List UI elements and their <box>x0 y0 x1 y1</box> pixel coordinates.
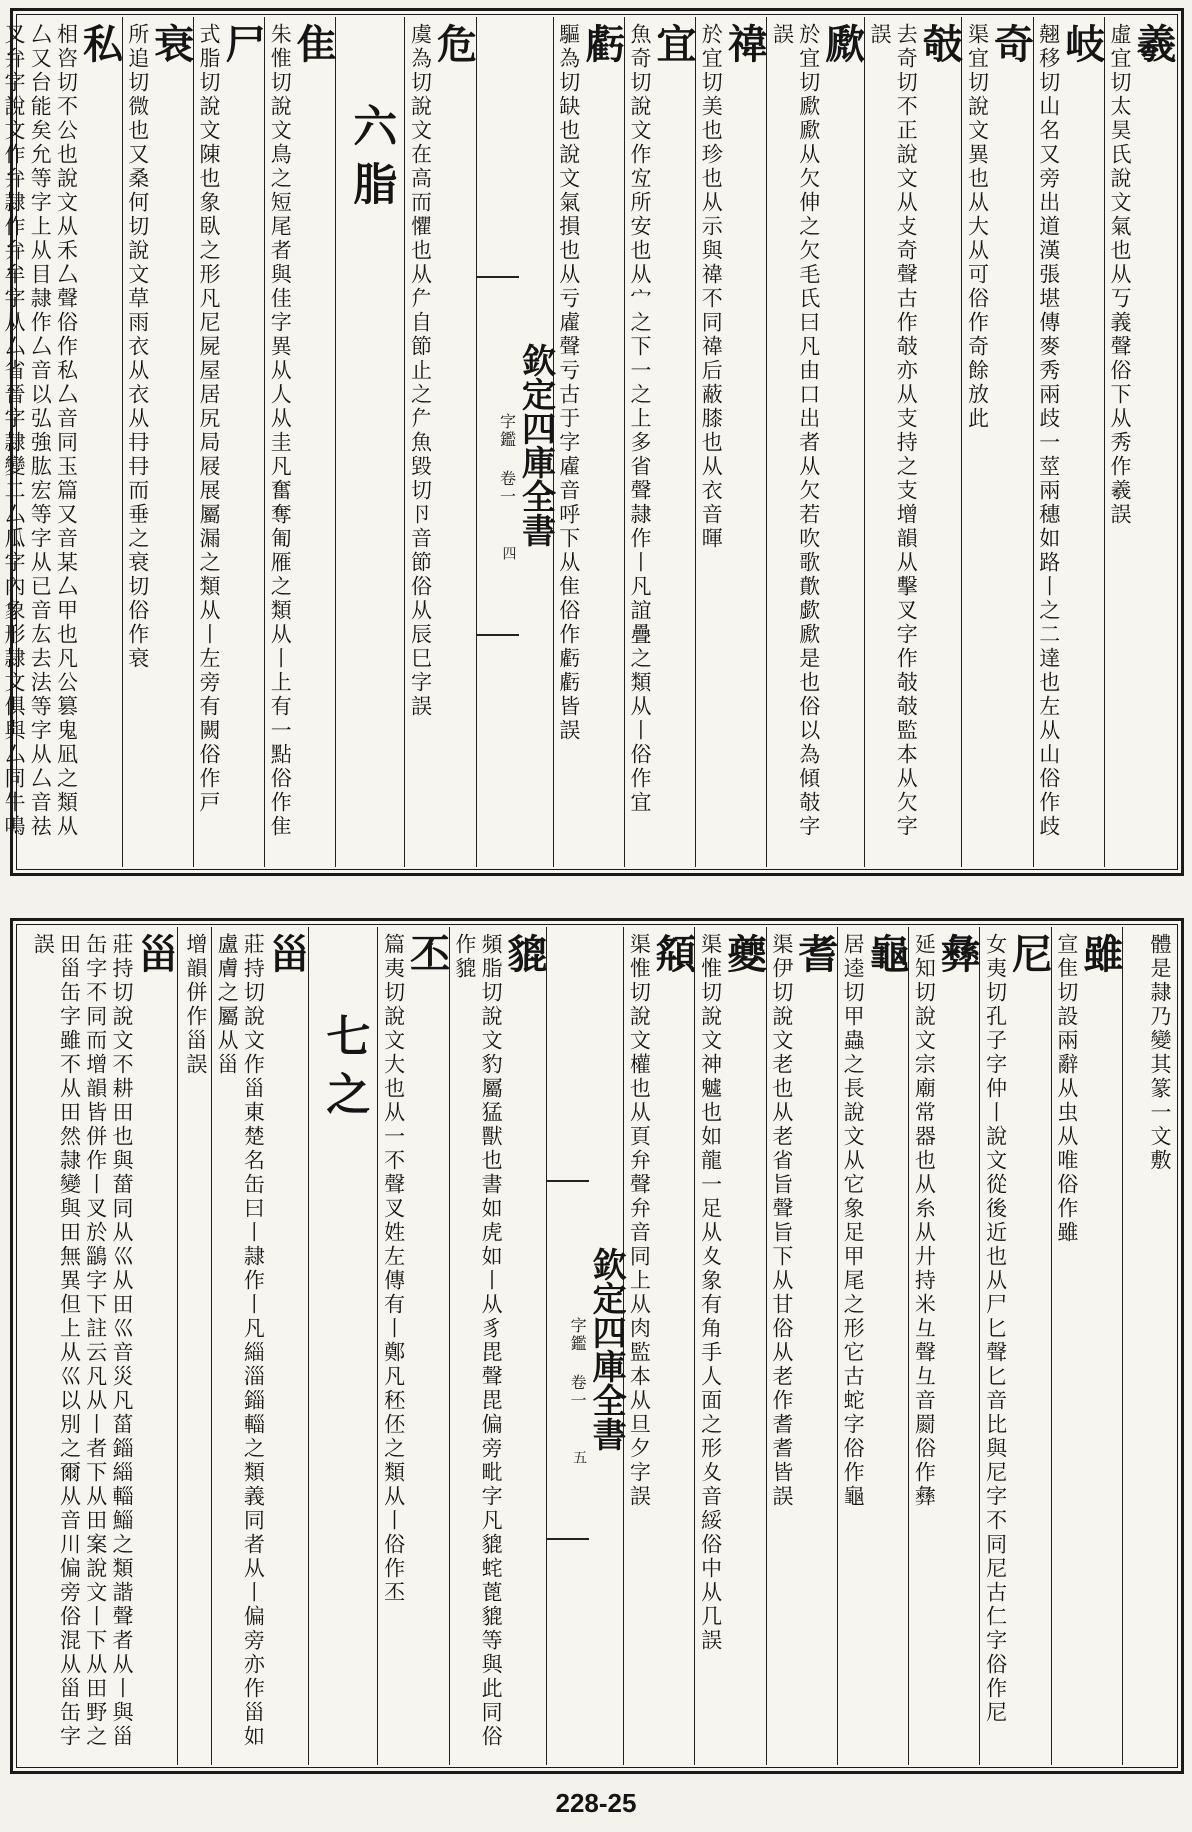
entry-column <box>767 927 838 1765</box>
annotation: 朱惟切說文鳥之短尾者與佳字異从人从圭凡奮奪匍雁之類从丨上有一點俗作隹 <box>268 23 293 839</box>
annotation: 式脂切說文陳也象臥之形凡尼屍屋居尻局屐展屬漏之類从丨左旁有闕俗作戸 <box>197 23 221 815</box>
headword: 私 <box>76 23 124 63</box>
annotation: 渠宜切說文異也从大从可俗作奇餘放此 <box>965 23 990 431</box>
entry-column <box>695 927 766 1765</box>
spine-page-number: 四 <box>500 545 517 560</box>
top-columns <box>2 17 1177 867</box>
entry-column <box>405 17 476 867</box>
page-footer-number: 228-25 <box>555 1788 637 1818</box>
entry-column <box>378 927 449 1765</box>
entry-column <box>123 17 194 867</box>
headword: 岐 <box>1058 23 1106 63</box>
headword: 龜 <box>863 933 911 973</box>
headword: 危 <box>430 23 478 63</box>
annotation: 魚奇切說文作宐所安也从宀之下一之上多省聲隷作丨凡誼疊之類从丨俗作宜 <box>628 23 652 815</box>
entry-column <box>265 17 336 867</box>
spine-volume: 字鑑 卷一 <box>497 412 517 506</box>
annotation: 驅為切缺也說文氣損也从亏雐聲亏古于字雐音呼下从隹俗作虧虧皆誤 <box>556 23 581 743</box>
annotation: 莊持切說文不耕田也與葘同从巛从田巛音災凡菑錙緇輜鯔之類諧聲者从丨與甾缶字不同而增韻皆併作丨叉於鶅字下註云凡从丨者下从田案說文丨下从田野之田甾缶字雖不从田然隷變與田無異但上从巛以別之爾从音川偏旁俗混从甾缶字誤 <box>31 933 134 1749</box>
entry-column <box>554 17 625 867</box>
spine-title: 欽定四庫全書 <box>515 343 556 547</box>
entry-column <box>1123 927 1175 1765</box>
annotation: 於宜切歋歋从欠伸之欠毛氏曰凡由口出者从欠若吹歌歕歔歋是也俗以為傾攲字誤 <box>770 23 821 839</box>
headword: 衰 <box>147 23 195 63</box>
entry-column <box>178 927 212 1765</box>
entry-column <box>767 17 865 867</box>
entry-column <box>865 17 963 867</box>
headword: 隹 <box>290 23 338 63</box>
annotation: 渠伊切說文老也从老省旨聲旨下从甘俗从老作耆耆皆誤 <box>769 933 794 1509</box>
annotation: 翹移切山名又旁出道漢張堪傳麥秀兩歧一莖兩穗如路丨之二達也左从山俗作歧 <box>1036 23 1061 839</box>
entry-column <box>696 17 767 867</box>
entry-column <box>624 927 695 1765</box>
headword: 虧 <box>578 23 626 63</box>
headword: 尼 <box>1005 933 1053 973</box>
annotation: 延知切說文宗廟常器也从糸从廾持米彑聲彑音罽俗作彝 <box>912 933 937 1509</box>
section-heading: 七之 <box>318 1013 370 1129</box>
entry-column <box>194 17 265 867</box>
headword: 頯 <box>649 933 697 973</box>
annotation: 渠惟切說文神魖也如龍一足从夊象有角手人面之形夊音綏俗中从几誤 <box>698 933 723 1653</box>
headword: 歋 <box>818 23 866 63</box>
bottom-columns <box>19 927 1175 1765</box>
headword: 羲 <box>1130 23 1177 63</box>
annotation: 相咨切不公也說文从禾厶聲俗作私厶音同玉篇又音某厶甲也凡公篡鬼凪之類从厶又台能矣允等字上从目隷作厶音以弘強肱宏等字从已音厷去法等字从厶音祛叉弁字說文作弁隷作弁牟字从厶省晉字隷變二厶瓜字內象形隷文俱與厶同牛鳴 <box>2 23 79 839</box>
spine-page-number: 五 <box>571 1449 588 1464</box>
spine-label <box>477 17 554 867</box>
spine-box <box>547 1180 589 1540</box>
headword: 攲 <box>916 23 964 63</box>
spine-title: 欽定四庫全書 <box>586 1247 627 1451</box>
spine-box <box>477 276 519 636</box>
headword: 甾 <box>132 933 179 973</box>
headword: 丕 <box>403 933 451 973</box>
headword: 耆 <box>791 933 839 973</box>
section-heading-column <box>309 927 378 1765</box>
annotation: 篇夷切說文大也从一不聲叉姓左傳有丨鄭凡秠伾之類从丨俗作丕 <box>381 933 406 1605</box>
annotation: 去奇切不正說文从攴奇聲古作攲亦从支持之支增韻从擊叉字作攲攲監本从欠字誤 <box>868 23 919 839</box>
annotation: 於宜切美也珍也从示與禕不同禕后蔽膝也从衣音暉 <box>699 23 724 551</box>
headword: 夔 <box>720 933 768 973</box>
headword: 宜 <box>650 23 697 63</box>
annotation: 虛宜切太昊氏說文氣也从丂義聲俗下从秀作羲誤 <box>1108 23 1132 527</box>
headword: 甾 <box>263 933 311 973</box>
page-top <box>2 8 1184 876</box>
annotation: 體是隷乃變其篆一文敷 <box>1148 933 1172 1173</box>
annotation: 渠惟切說文權也从頁弁聲弁音同上从肉監本从旦夕字誤 <box>627 933 652 1509</box>
entry-column <box>909 927 980 1765</box>
annotation: 虞為切說文在高而懼也从厃自節止之厃魚毀切卪音節俗从辰巳字誤 <box>408 23 433 719</box>
headword: 貔 <box>501 933 549 973</box>
annotation: 居逵切甲蟲之長說文从它象足甲尾之形它古蛇字俗作龜 <box>841 933 866 1509</box>
annotation: 頻脂切說文豹屬猛獸也書如虎如丨从豸毘聲毘偏旁毗字凡貔䖳蓖貔等與此同俗作貔 <box>452 933 504 1749</box>
entry-column <box>450 927 548 1765</box>
annotation: 增韻併作甾誤 <box>183 933 208 1077</box>
headword: 雖 <box>1076 933 1124 973</box>
spine-volume: 字鑑 卷一 <box>568 1316 588 1410</box>
entry-column <box>1052 927 1123 1765</box>
entry-column <box>212 927 310 1765</box>
entry-column <box>1105 17 1175 867</box>
entry-column <box>1034 17 1105 867</box>
spine-label <box>547 927 627 1765</box>
annotation: 女夷切孔子字仲丨說文從後近也从尸匕聲匕音比與尼字不同尼古仁字俗作尼 <box>983 933 1008 1725</box>
entry-column <box>838 927 909 1765</box>
entry-column <box>19 927 178 1765</box>
annotation: 宣隹切設兩辭从虫从唯俗作雖 <box>1054 933 1079 1245</box>
entry-column <box>962 17 1033 867</box>
entry-column <box>625 17 696 867</box>
headword: 禕 <box>721 23 769 63</box>
entry-column <box>980 927 1051 1765</box>
annotation: 莊持切說文作甾東楚名缶曰丨隷作丨凡緇淄錙輜之類義同者从丨偏旁亦作甾如盧膚之屬从甾 <box>215 933 266 1749</box>
headword: 彝 <box>934 933 982 973</box>
headword: 尸 <box>219 23 266 63</box>
headword: 奇 <box>987 23 1035 63</box>
annotation: 所追切微也又桑何切說文草雨衣从衣从冄冄而垂之衰切俗作衰 <box>125 23 150 671</box>
page-bottom <box>10 918 1184 1774</box>
entry-column <box>0 17 123 867</box>
section-heading-column <box>336 17 405 867</box>
section-heading: 六脂 <box>345 103 397 219</box>
